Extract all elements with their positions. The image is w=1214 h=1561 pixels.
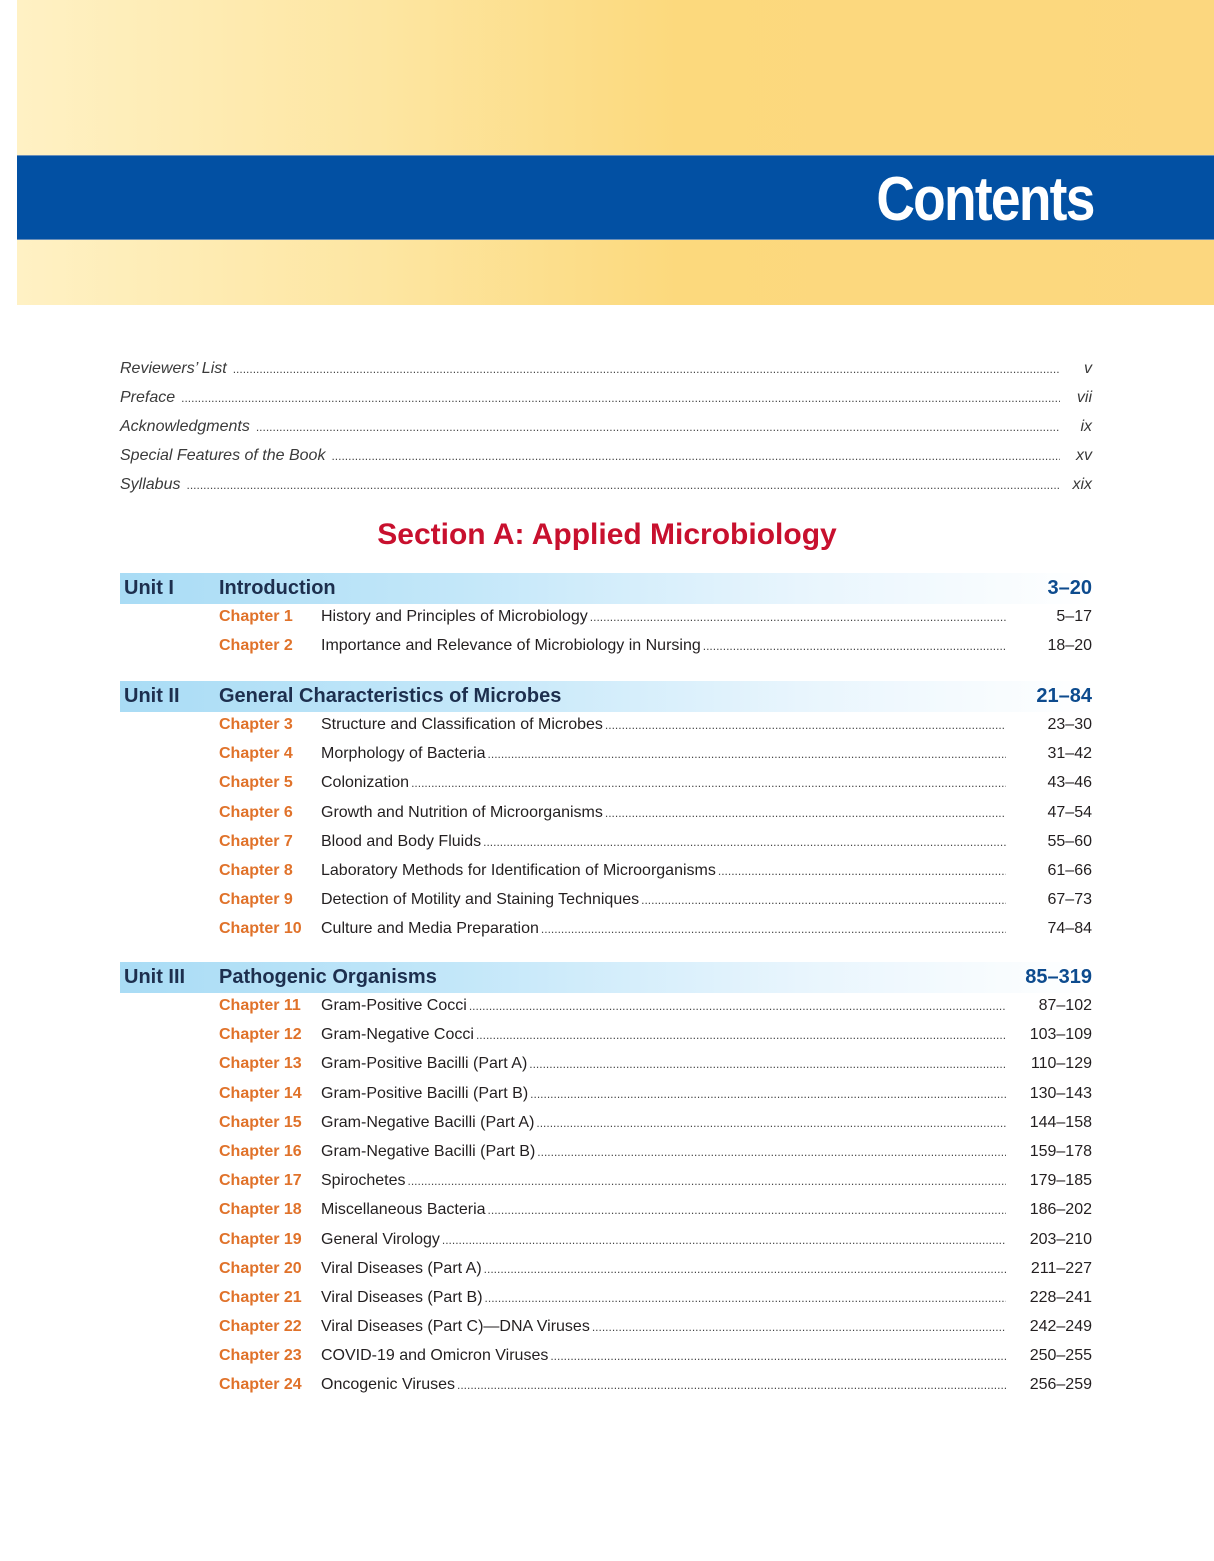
toc-entry-page: ix — [1080, 418, 1092, 435]
unit-pages: 85–319 — [1025, 966, 1092, 988]
chapter-row[interactable] — [120, 1055, 1092, 1084]
chapter-row[interactable] — [120, 1172, 1092, 1201]
chapter-pages: 250–255 — [1029, 1347, 1092, 1365]
chapter-title: Oncogenic Viruses — [321, 1376, 455, 1394]
chapter-row[interactable] — [120, 1376, 1092, 1405]
unit-block-2 — [120, 681, 1092, 950]
chapter-title: General Virology — [321, 1230, 440, 1248]
toc-entry-preface[interactable] — [120, 389, 1092, 418]
dot-leader — [550, 1349, 1006, 1363]
unit-block-3 — [120, 962, 1092, 1406]
unit-header[interactable] — [120, 573, 1092, 604]
chapter-pages: 31–42 — [1047, 745, 1092, 763]
chapter-title: Viral Diseases (Part C)—DNA Viruses — [321, 1318, 590, 1336]
chapter-pages: 61–66 — [1047, 861, 1092, 879]
chapter-number: Chapter 3 — [219, 716, 293, 733]
chapter-row[interactable] — [120, 1289, 1092, 1318]
chapter-row[interactable] — [120, 1026, 1092, 1055]
chapter-pages: 256–259 — [1029, 1376, 1092, 1394]
chapter-pages: 5–17 — [1056, 608, 1092, 625]
chapter-row[interactable] — [120, 920, 1092, 949]
dot-leader — [442, 1233, 1006, 1247]
chapter-pages: 103–109 — [1029, 1026, 1092, 1044]
chapter-row[interactable] — [120, 637, 1092, 666]
chapter-pages: 18–20 — [1047, 637, 1092, 655]
chapter-title: Structure and Classification of Microbes — [321, 716, 603, 733]
chapter-row[interactable] — [120, 997, 1092, 1026]
toc-entry-label: Syllabus — [120, 476, 181, 493]
chapter-list — [120, 608, 1092, 666]
chapter-number: Chapter 14 — [219, 1084, 302, 1102]
dot-leader — [703, 639, 1006, 653]
dot-leader — [592, 1320, 1006, 1334]
chapter-number: Chapter 19 — [219, 1230, 302, 1248]
chapter-pages: 228–241 — [1029, 1288, 1092, 1306]
unit-title: Pathogenic Organisms — [219, 966, 437, 988]
header-banner — [17, 0, 1214, 305]
section-heading: Section A: Applied Microbiology — [377, 518, 837, 551]
toc-entry-special-features[interactable] — [120, 447, 1092, 476]
unit-number: Unit III — [124, 966, 186, 988]
toc-entry-page: vii — [1076, 389, 1092, 406]
chapter-title: Importance and Relevance of Microbiology in Nursing — [321, 637, 701, 655]
unit-pages: 21–84 — [1036, 685, 1092, 707]
chapter-number: Chapter 22 — [219, 1318, 302, 1336]
page-title: Contents — [876, 165, 1094, 234]
chapter-number: Chapter 8 — [219, 861, 293, 879]
chapter-title: COVID-19 and Omicron Viruses — [321, 1347, 549, 1365]
dot-leader — [476, 1028, 1006, 1042]
chapter-row[interactable] — [120, 833, 1092, 862]
unit-pages: 3–20 — [1047, 577, 1092, 599]
chapter-number: Chapter 12 — [219, 1026, 302, 1044]
dot-leader — [529, 1057, 1006, 1071]
unit-block-1 — [120, 573, 1092, 666]
chapter-number: Chapter 7 — [219, 832, 293, 850]
toc-entry-label: Preface — [120, 389, 176, 406]
chapter-pages: 144–158 — [1029, 1113, 1092, 1131]
chapter-list — [120, 997, 1092, 1406]
chapter-pages: 186–202 — [1029, 1201, 1092, 1219]
chapter-row[interactable] — [120, 1347, 1092, 1376]
chapter-number: Chapter 9 — [219, 891, 293, 909]
dot-leader — [541, 922, 1006, 936]
chapter-row[interactable] — [120, 774, 1092, 803]
toc-entry-acknowledgments[interactable] — [120, 418, 1092, 447]
chapter-pages: 203–210 — [1029, 1230, 1092, 1248]
chapter-row[interactable] — [120, 1085, 1092, 1114]
chapter-number: Chapter 16 — [219, 1142, 302, 1160]
chapter-pages: 23–30 — [1047, 716, 1092, 733]
toc-entry-reviewers-list[interactable] — [120, 360, 1092, 389]
chapter-title: Miscellaneous Bacteria — [321, 1201, 486, 1219]
chapter-pages: 159–178 — [1029, 1142, 1092, 1160]
dot-leader — [488, 747, 1006, 761]
dot-leader — [605, 718, 1006, 732]
chapter-title: Spirochetes — [321, 1172, 406, 1190]
dot-leader — [537, 1145, 1006, 1159]
unit-number: Unit II — [124, 685, 180, 707]
chapter-row[interactable] — [120, 716, 1092, 745]
dot-leader — [181, 391, 1060, 405]
chapter-title: Culture and Media Preparation — [321, 920, 539, 938]
chapter-number: Chapter 21 — [219, 1288, 302, 1306]
chapter-title: Laboratory Methods for Identification of Microorganisms — [321, 861, 716, 879]
toc-entry-page: xv — [1076, 447, 1092, 464]
chapter-pages: 179–185 — [1029, 1172, 1092, 1190]
chapter-row[interactable] — [120, 745, 1092, 774]
front-matter-list — [120, 360, 1092, 505]
dot-leader — [605, 806, 1006, 820]
chapter-title: Blood and Body Fluids — [321, 832, 482, 850]
unit-title: General Characteristics of Microbes — [219, 685, 562, 707]
chapter-row[interactable] — [120, 1231, 1092, 1260]
unit-header[interactable] — [120, 681, 1092, 712]
dot-leader — [256, 420, 1060, 434]
chapter-title: Morphology of Bacteria — [321, 745, 486, 763]
chapter-title: Viral Diseases (Part B) — [321, 1288, 483, 1306]
dot-leader — [331, 449, 1060, 463]
chapter-pages: 74–84 — [1047, 920, 1092, 938]
chapter-number: Chapter 5 — [219, 774, 293, 792]
chapter-row[interactable] — [120, 1260, 1092, 1289]
chapter-title: Detection of Motility and Staining Techniques — [321, 891, 640, 909]
dot-leader — [590, 610, 1006, 624]
unit-header[interactable] — [120, 962, 1092, 993]
chapter-title: Colonization — [321, 774, 410, 792]
chapter-title: Gram-Negative Bacilli (Part A) — [321, 1113, 535, 1131]
chapter-row[interactable] — [120, 862, 1092, 891]
chapter-number: Chapter 11 — [219, 997, 301, 1014]
dot-leader — [408, 1174, 1007, 1188]
dot-leader — [484, 1262, 1006, 1276]
chapter-pages: 110–129 — [1030, 1055, 1092, 1073]
chapter-number: Chapter 15 — [219, 1113, 302, 1131]
unit-title: Introduction — [219, 577, 336, 599]
chapter-row[interactable] — [120, 891, 1092, 920]
chapter-title: Growth and Nutrition of Microorganisms — [321, 803, 603, 821]
chapter-pages: 55–60 — [1047, 832, 1092, 850]
chapter-row[interactable] — [120, 1143, 1092, 1172]
chapter-title: Gram-Negative Cocci — [321, 1026, 474, 1044]
chapter-number: Chapter 13 — [219, 1055, 302, 1073]
unit-number: Unit I — [124, 577, 174, 599]
chapter-pages: 43–46 — [1047, 774, 1092, 792]
toc-entry-label: Special Features of the Book — [120, 447, 326, 464]
chapter-pages: 47–54 — [1047, 803, 1092, 821]
chapter-number: Chapter 10 — [219, 920, 302, 938]
toc-entry-label: Reviewers’ List — [120, 360, 227, 377]
chapter-number: Chapter 6 — [219, 803, 293, 821]
chapter-number: Chapter 17 — [219, 1172, 302, 1190]
chapter-title: Viral Diseases (Part A) — [321, 1259, 482, 1277]
chapter-title: Gram-Positive Bacilli (Part B) — [321, 1084, 529, 1102]
chapter-row[interactable] — [120, 608, 1092, 637]
dot-leader — [469, 999, 1006, 1013]
toc-entry-page: xix — [1072, 476, 1092, 493]
dot-leader — [536, 1116, 1006, 1130]
dot-leader — [718, 864, 1006, 878]
dot-leader — [233, 362, 1060, 376]
toc-entry-page: v — [1084, 360, 1092, 377]
chapter-number: Chapter 4 — [219, 745, 293, 763]
chapter-pages: 211–227 — [1030, 1259, 1092, 1277]
chapter-number: Chapter 23 — [219, 1347, 302, 1365]
dot-leader — [186, 478, 1060, 492]
dot-leader — [530, 1087, 1006, 1101]
chapter-number: Chapter 1 — [219, 608, 293, 625]
chapter-number: Chapter 20 — [219, 1259, 302, 1277]
toc-entry-syllabus[interactable] — [120, 476, 1092, 505]
chapter-row[interactable] — [120, 1114, 1092, 1143]
dot-leader — [483, 835, 1006, 849]
chapter-number: Chapter 2 — [219, 637, 293, 655]
chapter-title: Gram-Positive Bacilli (Part A) — [321, 1055, 528, 1073]
chapter-number: Chapter 18 — [219, 1201, 302, 1219]
chapter-pages: 87–102 — [1038, 997, 1092, 1014]
dot-leader — [488, 1203, 1006, 1217]
chapter-row[interactable] — [120, 1318, 1092, 1347]
chapter-list — [120, 716, 1092, 950]
dot-leader — [485, 1291, 1006, 1305]
toc-entry-label: Acknowledgments — [120, 418, 250, 435]
chapter-row[interactable] — [120, 804, 1092, 833]
chapter-pages: 242–249 — [1029, 1318, 1092, 1336]
chapter-title: Gram-Positive Cocci — [321, 997, 467, 1014]
dot-leader — [411, 776, 1006, 790]
chapter-title: History and Principles of Microbiology — [321, 608, 588, 625]
chapter-pages: 130–143 — [1029, 1084, 1092, 1102]
dot-leader — [457, 1378, 1006, 1392]
chapter-pages: 67–73 — [1047, 891, 1092, 909]
dot-leader — [641, 893, 1006, 907]
chapter-row[interactable] — [120, 1201, 1092, 1230]
chapter-title: Gram-Negative Bacilli (Part B) — [321, 1142, 536, 1160]
chapter-number: Chapter 24 — [219, 1376, 302, 1394]
